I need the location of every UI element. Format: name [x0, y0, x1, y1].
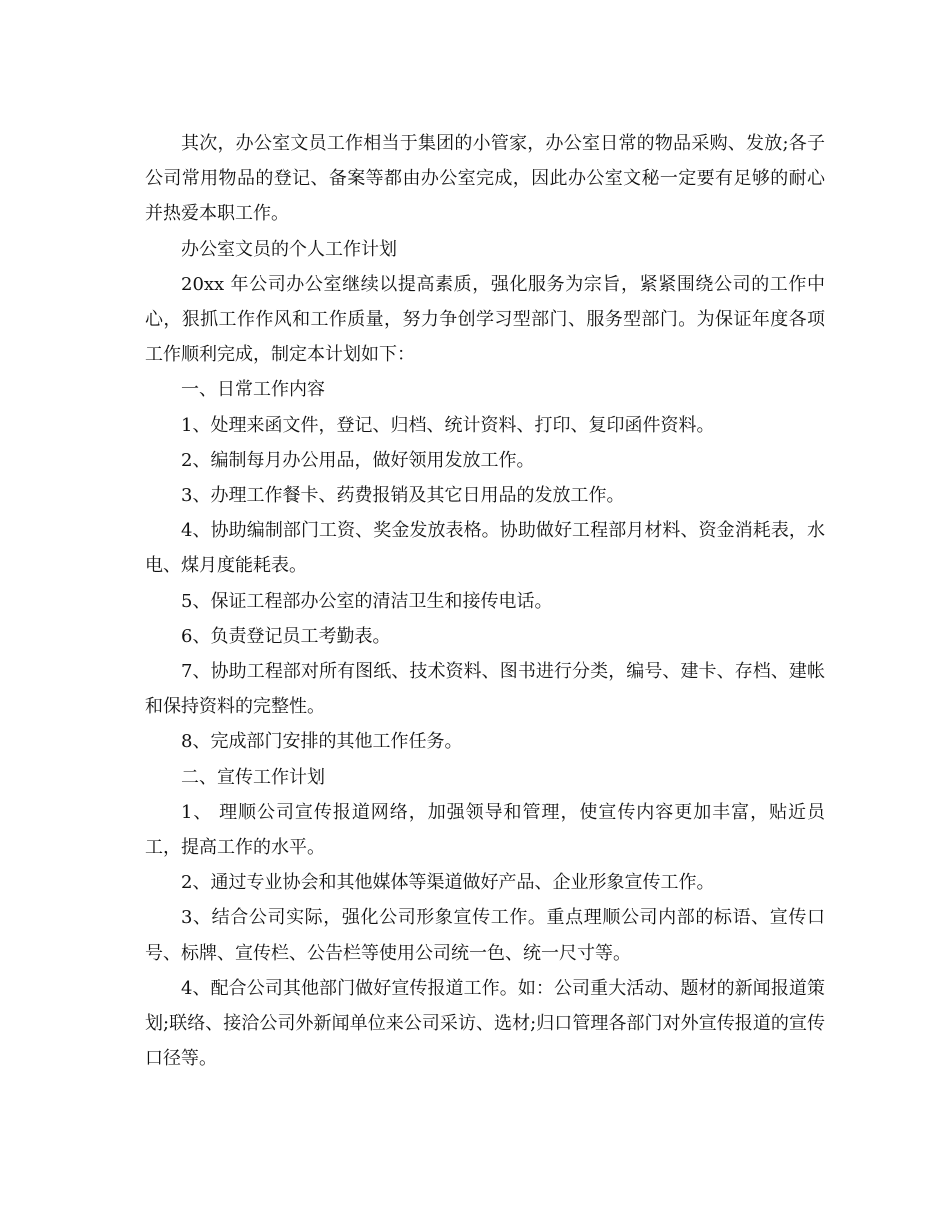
section-title-personal-plan: 办公室文员的个人工作计划 [181, 238, 397, 260]
document-body [145, 126, 825, 1076]
list-item-daily-1: 1、处理来函文件，登记、归档、统计资料、打印、复印函件资料。 [181, 414, 715, 436]
list-item-publicity-4: 4、配合公司其他部门做好宣传报道工作。如：公司重大活动、题材的新闻报道策划;联络、接洽公司外新闻单位来公司采访、选材;归口管理各部门对外宣传报道的宣传口径等。 [145, 977, 825, 1070]
list-item-daily-6: 6、负责登记员工考勤表。 [181, 625, 391, 647]
heading-publicity-plan: 二、宣传工作计划 [181, 766, 325, 788]
list-item-publicity-3: 3、结合公司实际，强化公司形象宣传工作。重点理顺公司内部的标语、宣传口号、标牌、宣传栏、公告栏等使用公司统一色、统一尺寸等。 [145, 907, 825, 964]
list-item-daily-5: 5、保证工程部办公室的清洁卫生和接传电话。 [181, 590, 553, 612]
list-item-daily-8: 8、完成部门安排的其他工作任务。 [181, 731, 463, 753]
list-item-daily-7: 7、协助工程部对所有图纸、技术资料、图书进行分类，编号、建卡、存档、建帐和保持资料的完整性。 [145, 661, 825, 718]
list-item-publicity-2: 2、通过专业协会和其他媒体等渠道做好产品、企业形象宣传工作。 [181, 872, 715, 894]
heading-daily-work: 一、日常工作内容 [181, 379, 325, 401]
list-item-daily-3: 3、办理工作餐卡、药费报销及其它日用品的发放工作。 [181, 485, 625, 507]
paragraph-plan-overview: 20xx 年公司办公室继续以提高素质，强化服务为宗旨，紧紧围绕公司的工作中心，狠抓工作作风和工作质量，努力争创学习型部门、服务型部门。为保证年度各项工作顺利完成，制定本计划如下： [145, 273, 825, 366]
list-item-publicity-1: 1、 理顺公司宣传报道网络，加强领导和管理，使宣传内容更加丰富，贴近员工，提高工作的水平。 [145, 801, 825, 859]
paragraph-intro: 其次，办公室文员工作相当于集团的小管家，办公室日常的物品采购、发放;各子公司常用物品的登记、备案等都由办公室完成，因此办公室文秘一定要有足够的耐心并热爱本职工作。 [145, 133, 825, 225]
list-item-daily-4: 4、协助编制部门工资、奖金发放表格。协助做好工程部月材料、资金消耗表，水电、煤月度能耗表。 [145, 520, 825, 577]
list-item-daily-2: 2、编制每月办公用品，做好领用发放工作。 [181, 449, 535, 471]
